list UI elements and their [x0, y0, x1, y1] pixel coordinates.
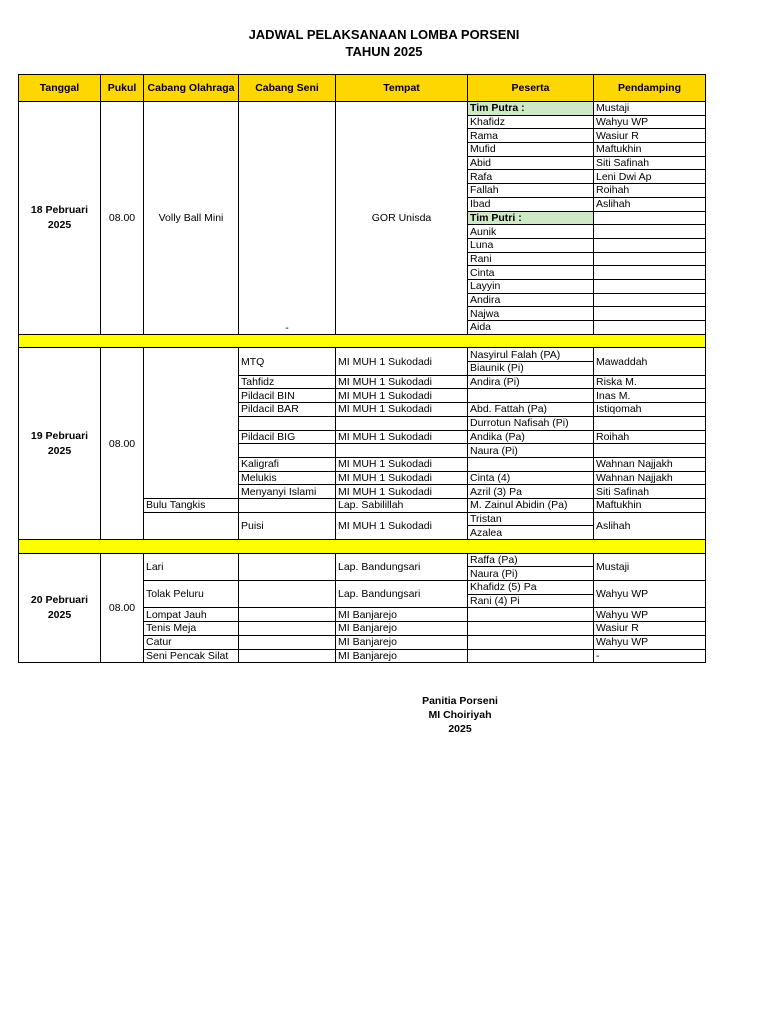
- venue-cell: MI MUH 1 Sukodadi: [336, 375, 468, 389]
- signature-year: 2025: [448, 723, 472, 735]
- art-cell: Melukis: [239, 471, 336, 485]
- header-pukul: Pukul: [101, 75, 144, 102]
- venue-cell: MI MUH 1 Sukodadi: [336, 512, 468, 539]
- venue-cell: MI MUH 1 Sukodadi: [336, 471, 468, 485]
- companion-cell: [594, 279, 706, 293]
- participant-cell: Biaunik (Pi): [468, 362, 594, 376]
- venue-cell: Lap. Bandungsari: [336, 581, 468, 608]
- companion-cell: [594, 211, 706, 225]
- participant-cell: Azalea: [468, 526, 594, 540]
- art-cell: [239, 649, 336, 663]
- companion-cell: [594, 307, 706, 321]
- companion-cell: [594, 416, 706, 430]
- document-subtitle: TAHUN 2025: [345, 44, 423, 59]
- companion-cell: Aslihah: [594, 197, 706, 211]
- schedule-table: [18, 74, 706, 663]
- venue-cell: MI Banjarejo: [336, 622, 468, 636]
- companion-cell: [594, 266, 706, 280]
- participant-cell: Andira: [468, 293, 594, 307]
- venue-cell: MI MUH 1 Sukodadi: [336, 485, 468, 499]
- venue-cell: MI Banjarejo: [336, 635, 468, 649]
- companion-cell: [594, 225, 706, 239]
- date-cell: 19 Pebruari 2025: [19, 348, 101, 540]
- time-cell: 08.00: [101, 102, 144, 335]
- header-cabang-seni: Cabang Seni: [239, 75, 336, 102]
- companion-cell: Siti Safinah: [594, 156, 706, 170]
- art-cell: [239, 444, 336, 458]
- time-cell: 08.00: [101, 348, 144, 540]
- companion-cell: Siti Safinah: [594, 485, 706, 499]
- sport-cell: Lari: [144, 553, 239, 580]
- participant-cell: Raffa (Pa): [468, 553, 594, 567]
- header-row: [19, 75, 706, 102]
- companion-cell: Wahyu WP: [594, 635, 706, 649]
- art-cell: [239, 416, 336, 430]
- sport-cell: Lompat Jauh: [144, 608, 239, 622]
- companion-cell: Maftukhin: [594, 143, 706, 157]
- participant-cell: [468, 608, 594, 622]
- companion-cell: Wahyu WP: [594, 581, 706, 608]
- companion-cell: -: [594, 649, 706, 663]
- team-label: Tim Putra :: [468, 102, 594, 116]
- sport-cell: [144, 348, 239, 499]
- separator-cell: [19, 334, 706, 348]
- participant-cell: Naura (Pi): [468, 444, 594, 458]
- signature-committee: Panitia Porseni: [422, 695, 498, 707]
- sport-cell: Tenis Meja: [144, 622, 239, 636]
- participant-cell: Rani (4) Pi: [468, 594, 594, 608]
- participant-cell: Rama: [468, 129, 594, 143]
- participant-cell: Azril (3) Pa: [468, 485, 594, 499]
- companion-cell: Wahnan Najjakh: [594, 457, 706, 471]
- header-tanggal: Tanggal: [19, 75, 101, 102]
- participant-cell: Abd. Fattah (Pa): [468, 403, 594, 417]
- header-cabang-olahraga: Cabang Olahraga: [144, 75, 239, 102]
- participant-cell: [468, 622, 594, 636]
- companion-cell: [594, 321, 706, 335]
- venue-cell: Lap. Bandungsari: [336, 553, 468, 580]
- companion-cell: [594, 293, 706, 307]
- companion-cell: Aslihah: [594, 512, 706, 539]
- art-cell: [239, 622, 336, 636]
- sport-cell: Bulu Tangkis: [144, 498, 239, 512]
- participant-cell: Aunik: [468, 225, 594, 239]
- companion-cell: Wahyu WP: [594, 608, 706, 622]
- participant-cell: [468, 389, 594, 403]
- team-label: Tim Putri :: [468, 211, 594, 225]
- participant-cell: Cinta (4): [468, 471, 594, 485]
- date-cell: 20 Pebruari 2025: [19, 553, 101, 663]
- art-cell: Puisi: [239, 512, 336, 539]
- art-cell: [239, 581, 336, 608]
- sport-cell: Tolak Peluru: [144, 581, 239, 608]
- companion-cell: Wasiur R: [594, 622, 706, 636]
- companion-cell: Wahyu WP: [594, 115, 706, 129]
- sport-cell: Catur: [144, 635, 239, 649]
- participant-cell: Khafidz: [468, 115, 594, 129]
- art-cell: [239, 635, 336, 649]
- participant-cell: Andira (Pi): [468, 375, 594, 389]
- participant-cell: Cinta: [468, 266, 594, 280]
- art-cell: Pildacil BAR: [239, 403, 336, 417]
- sport-cell: Volly Ball Mini: [144, 102, 239, 335]
- participant-cell: Ibad: [468, 197, 594, 211]
- header-peserta: Peserta: [468, 75, 594, 102]
- participant-cell: Nasyirul Falah (PA): [468, 348, 594, 362]
- venue-cell: GOR Unisda: [336, 102, 468, 335]
- participant-cell: Rani: [468, 252, 594, 266]
- participant-cell: Aida: [468, 321, 594, 335]
- participant-cell: Mufid: [468, 143, 594, 157]
- companion-cell: Leni Dwi Ap: [594, 170, 706, 184]
- venue-cell: MI Banjarejo: [336, 649, 468, 663]
- header-pendamping: Pendamping: [594, 75, 706, 102]
- venue-cell: [336, 444, 468, 458]
- art-cell: [239, 498, 336, 512]
- date-cell: 18 Pebruari 2025: [19, 102, 101, 335]
- participant-cell: [468, 635, 594, 649]
- table-row: [19, 102, 706, 116]
- art-cell: Pildacil BIN: [239, 389, 336, 403]
- participant-cell: Najwa: [468, 307, 594, 321]
- companion-cell: Wasiur R: [594, 129, 706, 143]
- venue-cell: MI MUH 1 Sukodadi: [336, 457, 468, 471]
- venue-cell: MI MUH 1 Sukodadi: [336, 348, 468, 375]
- day-separator: [19, 334, 706, 348]
- participant-cell: Andika (Pa): [468, 430, 594, 444]
- art-cell: [239, 608, 336, 622]
- sport-cell: Seni Pencak Silat: [144, 649, 239, 663]
- companion-cell: Inas M.: [594, 389, 706, 403]
- signature-school: MI Choiriyah: [428, 709, 492, 721]
- venue-cell: MI MUH 1 Sukodadi: [336, 403, 468, 417]
- participant-cell: M. Zainul Abidin (Pa): [468, 498, 594, 512]
- art-cell: MTQ: [239, 348, 336, 375]
- companion-cell: Roihah: [594, 184, 706, 198]
- art-cell: Menyanyi Islami: [239, 485, 336, 499]
- time-cell: 08.00: [101, 553, 144, 663]
- companion-cell: Mustaji: [594, 102, 706, 116]
- art-cell: Tahfidz: [239, 375, 336, 389]
- companion-cell: Maftukhin: [594, 498, 706, 512]
- art-cell: -: [239, 102, 336, 335]
- companion-cell: [594, 444, 706, 458]
- venue-cell: MI Banjarejo: [336, 608, 468, 622]
- art-cell: [239, 553, 336, 580]
- participant-cell: Naura (Pi): [468, 567, 594, 581]
- document-title: JADWAL PELAKSANAAN LOMBA PORSENI: [248, 27, 520, 42]
- separator-cell: [19, 540, 706, 554]
- participant-cell: Rafa: [468, 170, 594, 184]
- companion-cell: Roihah: [594, 430, 706, 444]
- venue-cell: Lap. Sabilillah: [336, 498, 468, 512]
- participant-cell: Tristan: [468, 512, 594, 526]
- companion-cell: Mustaji: [594, 553, 706, 580]
- venue-cell: [336, 416, 468, 430]
- participant-cell: Abid: [468, 156, 594, 170]
- day-separator: [19, 540, 706, 554]
- companion-cell: Wahnan Najjakh: [594, 471, 706, 485]
- venue-cell: MI MUH 1 Sukodadi: [336, 430, 468, 444]
- header-tempat: Tempat: [336, 75, 468, 102]
- art-cell: Pildacil BIG: [239, 430, 336, 444]
- sport-cell: [144, 512, 239, 539]
- companion-cell: [594, 238, 706, 252]
- companion-cell: Riska M.: [594, 375, 706, 389]
- participant-cell: [468, 457, 594, 471]
- venue-cell: MI MUH 1 Sukodadi: [336, 389, 468, 403]
- companion-cell: Istiqomah: [594, 403, 706, 417]
- participant-cell: Khafidz (5) Pa: [468, 581, 594, 595]
- participant-cell: Layyin: [468, 279, 594, 293]
- art-cell: Kaligrafi: [239, 457, 336, 471]
- participant-cell: [468, 649, 594, 663]
- companion-cell: [594, 252, 706, 266]
- table-row: [19, 348, 706, 362]
- table-row: [19, 553, 706, 567]
- participant-cell: Luna: [468, 238, 594, 252]
- participant-cell: Durrotun Nafisah (Pi): [468, 416, 594, 430]
- participant-cell: Fallah: [468, 184, 594, 198]
- companion-cell: Mawaddah: [594, 348, 706, 375]
